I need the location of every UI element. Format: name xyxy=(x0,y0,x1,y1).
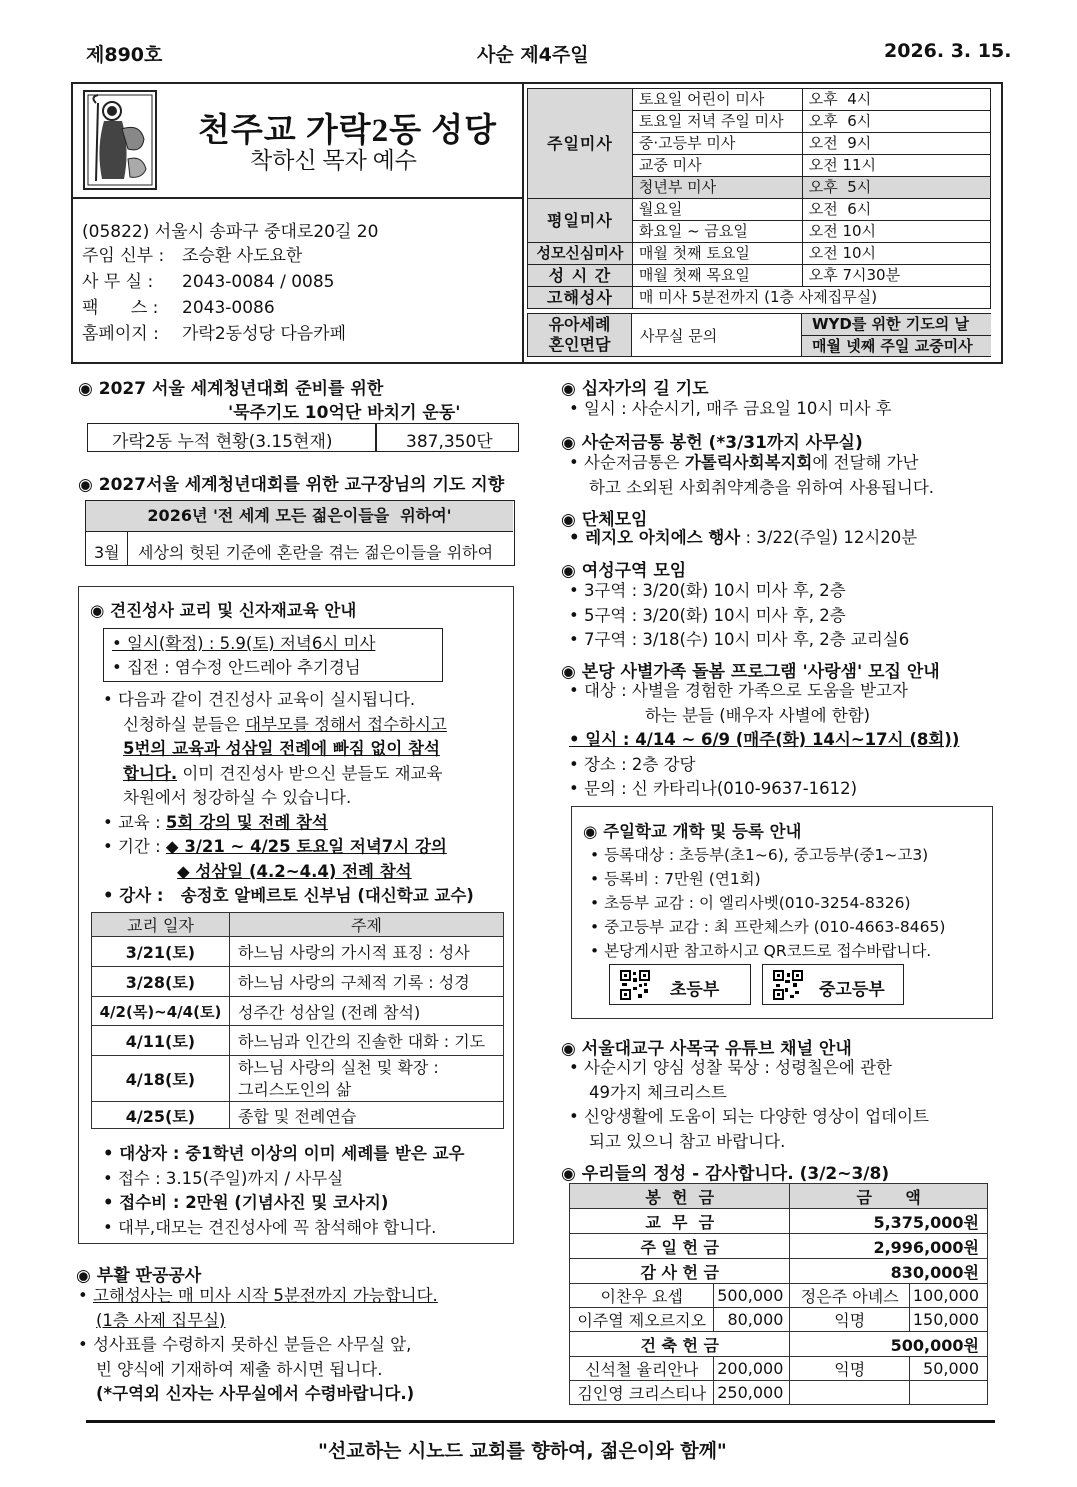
bullet-icon: ◉ xyxy=(561,510,582,530)
catechism-schedule-table: 교리 일자 주제 3/21(토) 하느님 사랑의 가시적 표징 : 성사 3/28(토) 하느님 사랑의 구체적 기록 : 성경 4/2(목)~4/4(토) 성주간 성삼일 (전례 참석) 4/11(토) 하느님과 인간의 진솔한 대화 : 기도 4/18(토) 하느님 사랑의 실천 및 확장 : 그리스도인의 삶 4/25(토) 종합 및 전례연습 xyxy=(91,912,504,1129)
lent-title: ◉ 사순저금통 봉헌 (*3/31까지 사무실) xyxy=(561,433,863,453)
rosary-subtitle: '묵주기도 10억단 바치기 운동' xyxy=(228,403,461,423)
parish-info xyxy=(82,243,346,347)
bullet-icon: ◉ xyxy=(561,662,582,682)
youtube-body: • 사순시기 양심 성찰 묵상 : 성령칠은에 관한 49가지 체크리스트 • 신앙생활에 도움이 되는 다양한 영상이 업데이트 되고 있으니 참고 바랍니다. xyxy=(569,1058,929,1151)
masthead-divider-h xyxy=(71,197,523,199)
sunday-school-body: • 등록대상 : 초등부(초1~6), 중고등부(중1~고3) • 등록비 : 7만원 (연1회) • 초등부 교감 : 이 엘리사벳(010-3254-8326) • 중고등부 교감 : 최 프란체스카 (010-4663-8465) • 본당게시판 참고하시고 QR코드로 접수바랍니다. xyxy=(590,846,946,960)
confirmation-title: ◉ 견진성사 교리 및 신자재교육 안내 xyxy=(90,601,357,620)
bullet-icon: ◉ xyxy=(583,822,604,841)
footer-slogan: "선교하는 시노드 교회를 향하여, 젊은이와 함께" xyxy=(318,1440,727,1462)
qr-code-icon xyxy=(620,970,650,1000)
rosary-count-box: 가락2동 누적 현황(3.15현재) 387,350단 xyxy=(87,423,519,452)
easter-title: ◉ 부활 판공공사 xyxy=(76,1266,202,1286)
bullet-icon: ◉ xyxy=(561,433,582,453)
bullet-icon: ◉ xyxy=(561,379,582,399)
qr-elementary-button[interactable]: 초등부 xyxy=(609,964,751,1005)
bereavement-body: • 대상 : 사별을 경험한 가족으로 도움을 받고자 하는 분들 (배우자 사별에 한함) • 일시 : 4/14 ~ 6/9 (매주(화) 14시~17시 (8회)) • 장소 : 2층 강당 • 문의 : 신 카타리나(010-9637-1612) xyxy=(569,681,960,798)
parish-name: 천주교 가락2동 성당 xyxy=(198,113,498,149)
footer-rule xyxy=(86,1420,995,1423)
youtube-title: ◉ 서울대교구 사목국 유튜브 채널 안내 xyxy=(561,1039,852,1059)
bullet-icon: ◉ xyxy=(561,1039,582,1059)
sunday-mass-label: 주일미사 xyxy=(528,89,633,199)
bulletin-date: 2026. 3. 15. xyxy=(884,40,1012,62)
qr-secondary-button[interactable]: 중고등부 xyxy=(762,964,904,1005)
groups-body: • 레지오 아치에스 행사 : 3/22(주일) 12시20분 xyxy=(569,528,918,547)
info-row: 주임 신부 : 조승환 사도요한 xyxy=(82,246,303,266)
confirmation-footer: • 대상자 : 중1학년 이상의 이미 세례를 받은 교우 • 접수 : 3.15(주일)까지 / 사무실 • 접수비 : 2만원 (기념사진 및 코사지) • 대부,대모는 견진성사에 꼭 참석해야 합니다. xyxy=(103,1144,465,1237)
prayer-title: ◉ 2027서울 세계청년대회를 위한 교구장님의 기도 지향 xyxy=(78,475,505,495)
weekday-mass-label: 평일미사 xyxy=(528,199,633,243)
info-row: 사 무 실 : 2043-0084 / 0085 xyxy=(82,272,335,292)
rosary-count: 387,350단 xyxy=(406,432,493,452)
bullet-icon: ◉ xyxy=(90,601,111,620)
good-shepherd-logo xyxy=(82,89,158,191)
parish-patron: 착하신 목자 예수 xyxy=(250,148,418,173)
baptism-row: 유아세례 혼인면담 사무실 문의 WYD를 위한 기도의 날 매월 넷째 주일 교중미사 xyxy=(527,313,991,357)
groups-title: ◉ 단체모임 xyxy=(561,510,648,530)
rosary-title: ◉ 2027 서울 세계청년대회 준비를 위한 xyxy=(78,379,384,399)
bullet-icon: ◉ xyxy=(78,379,99,399)
sunday-school-title: ◉ 주일학교 개학 및 등록 안내 xyxy=(583,822,802,841)
bullet-icon: ◉ xyxy=(561,561,582,581)
bereavement-title: ◉ 본당 사별가족 돌봄 프로그램 '사랑샘' 모집 안내 xyxy=(561,662,940,682)
info-row: 팩 스 : 2043-0086 xyxy=(82,298,275,318)
confirmation-date-box: • 일시(확정) : 5.9(토) 저녁6시 미사 • 집전 : 염수정 안드레아 추기경님 xyxy=(103,628,443,682)
liturgical-week: 사순 제4주일 xyxy=(477,44,589,66)
info-row: 홈페이지 : 가락2동성당 다음카페 xyxy=(82,324,347,344)
cross-title: ◉ 십자가의 길 기도 xyxy=(561,379,709,399)
confirmation-body: • 다음과 같이 견진성사 교육이 실시됩니다. 신청하실 분들은 대부모를 정해서 접수하시고 5번의 교육과 성삼일 전례에 빠짐 없이 참석 합니다. 이미 견진성사 받으신 분들도 재교육 차원에서 청강하실 수 있습니다. • 교육 : 5회 강의 및 전례 참석 • 기간 : ◆ 3/21 ~ 4/25 토요일 저녁7시 강의 ◆ 성삼일 (4.2~4.4) 전례 참석 • 강사 : 송정호 알베르토 신부님 (대신학교 교수) xyxy=(103,690,474,905)
masthead-divider-v xyxy=(522,82,524,364)
bullet-icon: ◉ xyxy=(78,475,99,495)
qr-code-icon xyxy=(773,970,803,1000)
cross-body: • 일시 : 사순시기, 매주 금요일 10시 미사 후 xyxy=(569,399,892,418)
offering-title: ◉ 우리들의 정성 - 감사합니다. (3/2~3/8) xyxy=(561,1164,890,1184)
lent-body: • 사순저금통은 가톨릭사회복지회에 전달해 가난 하고 소외된 사회취약계층을 위하여 사용됩니다. xyxy=(569,453,935,497)
women-body: • 3구역 : 3/20(화) 10시 미사 후, 2층 • 5구역 : 3/20(화) 10시 미사 후, 2층 • 7구역 : 3/18(수) 10시 미사 후, 2층 교리실6 xyxy=(569,581,910,649)
mass-schedule-table: 주일미사 토요일 어린이 미사 오후 4시 토요일 저녁 주일 미사 오후 6시 중·고등부 미사 오전 9시 교중 미사 오전 11시 청년부 미사 오후 5시 평일미사 월요일 오전 6시 화요일 ~ 금요일 오전 10시 성모신심미사 매월 첫째 토요일 오전 10시 성 시 간 매월 첫째 목요일 오후 7시30분 고해성사 매 미사 5분전까지 (1층 사제집무실) xyxy=(527,88,991,309)
bullet-icon: ◉ xyxy=(76,1266,97,1286)
issue-number: 제890호 xyxy=(86,44,163,66)
bullet-icon: ◉ xyxy=(561,1164,582,1184)
prayer-intention-table: 2026년 '전 세계 모든 젊은이들을 위하여' 3월 세상의 헛된 기준에 혼란을 겪는 젊은이들을 위하여 xyxy=(85,500,515,566)
easter-body: • 고해성사는 매 미사 시작 5분전까지 가능합니다. (1층 사제 집무실) • 성사표를 수령하지 못하신 분들은 사무실 앞, 빈 양식에 기재하여 제출 하시면 됩니다. (*구역외 신자는 사무실에서 수령바랍니다.) xyxy=(78,1286,438,1403)
women-title: ◉ 여성구역 모임 xyxy=(561,561,687,581)
parish-address: (05822) 서울시 송파구 중대로20길 20 xyxy=(82,222,379,242)
offering-table: 봉 헌 금 금 액 교 무 금 5,375,000원 주 일 헌 금 2,996,000원 감 사 헌 금 830,000원 이찬우 요셉 500,000 정은주 아녜스 100,000 이주열 제오르지오 80,000 익명 150,000 건 축 헌 금 500,000원 신석철 율리안나 200,000 익명 50,000 김인영 크리스티나 250,000 xyxy=(569,1183,988,1405)
